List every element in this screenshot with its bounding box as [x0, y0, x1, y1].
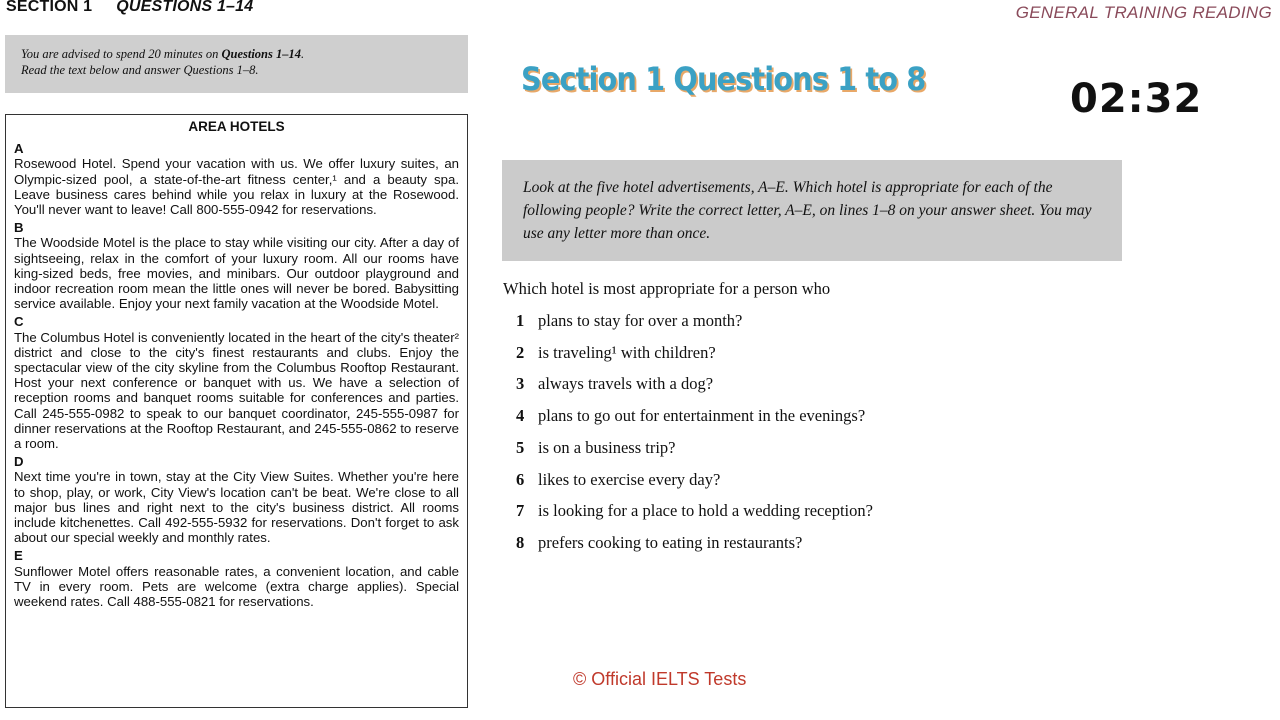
copyright: © Official IELTS Tests — [573, 669, 747, 689]
question-number: 3 — [516, 374, 525, 394]
section-label: SECTION 1 — [6, 0, 93, 15]
ad-letter: D — [14, 454, 24, 470]
hotels-title: AREA HOTELS — [188, 119, 285, 134]
hotel-ads-panel — [5, 114, 468, 708]
question-item — [516, 438, 676, 458]
advice-bold: Questions 1–14 — [221, 47, 301, 61]
brand-label: GENERAL TRAINING READING — [1015, 3, 1272, 22]
question-text: is on a business trip? — [538, 437, 676, 457]
question-item — [516, 533, 802, 553]
question-text: always travels with a dog? — [538, 374, 714, 394]
questions-range: QUESTIONS 1–14 — [116, 0, 254, 15]
question-text: plans to go out for entertainment in the evenings? — [538, 406, 866, 426]
question-item — [516, 406, 865, 426]
question-number: 2 — [516, 342, 525, 362]
question-item — [516, 343, 716, 363]
question-item — [516, 501, 873, 521]
advice-line2: Read the text below and answer Questions 1–8. — [21, 63, 259, 77]
ad-text: Rosewood Hotel. Spend your vacation with us. We offer luxury suites, an Olympic-sized pool, a state-of-the-art fitness center,¹ and a beauty spa. Leave business cares behind while you relax in luxury at the Rosewood. You'll never want to leave! Call 800-555-0942 for reservations. — [14, 156, 459, 218]
question-number: 6 — [516, 469, 525, 489]
advice-text: You are advised to spend 20 minutes on — [21, 47, 222, 61]
instructions-box: Look at the five hotel advertisements, A–E. Which hotel is appropriate for each of the following people? Write the correct letter, A–E, on lines 1–8 on your answer sheet. You may use any letter more than once. — [502, 160, 1122, 261]
question-number: 7 — [516, 501, 525, 521]
ad-letter: B — [14, 220, 24, 236]
question-text: is traveling¹ with children? — [538, 342, 716, 362]
ad-letter: E — [14, 548, 23, 564]
question-item — [516, 470, 720, 490]
question-text: prefers cooking to eating in restaurants? — [538, 532, 803, 552]
question-text: likes to exercise every day? — [538, 469, 721, 489]
advice-box — [5, 35, 468, 93]
countdown-timer: 02:32 — [1070, 76, 1203, 122]
question-number: 4 — [516, 406, 525, 426]
section-heading — [6, 0, 253, 16]
ad-text: Next time you're in town, stay at the City View Suites. Whether you're here to shop, play, or work, City View's location can't be beat. We're close to all major bus lines and right next to the city's business district. All rooms include kitchenettes. Call 492-555-5932 for reservations. Don't forget to ask about our special weekly and monthly rates. — [14, 469, 459, 546]
ad-text: Sunflower Motel offers reasonable rates, a convenient location, and cable TV in every room. Pets are welcome (extra charge applies). Special weekend rates. Call 488-555-0821 for reservations. — [14, 563, 459, 610]
question-item — [516, 311, 742, 331]
question-prompt: Which hotel is most appropriate for a person who — [503, 279, 831, 298]
ad-text: The Woodside Motel is the place to stay while visiting our city. After a day of sightseeing, relax in the comfort of your luxury room. All our rooms have king-sized beds, free movies, and minibars. Our outdoor playground and indoor recreation room mean the little ones will never be bored. Babysitting service available. Enjoy your next family vacation at the Woodside Motel. — [14, 235, 459, 312]
question-number: 8 — [516, 532, 525, 552]
ad-letter: A — [14, 141, 24, 157]
question-number: 1 — [516, 311, 525, 330]
page-title: Section 1 Questions 1 to 8 — [521, 60, 926, 98]
question-number: 5 — [516, 437, 525, 457]
advice-punct: . — [301, 47, 305, 61]
question-text: is looking for a place to hold a wedding reception? — [538, 501, 873, 521]
ad-letter: C — [14, 314, 24, 330]
ad-text: The Columbus Hotel is conveniently located in the heart of the city's theater² district and close to the city's finest restaurants and clubs. Enjoy the spectacular view of the city skyline from the Columbus Rooftop Restaurant. Host your next conference or banquet with us. We have a selection of reception rooms and banquet rooms suitable for conferences and parties. Call 245-555-0982 to speak to our banquet coordinator, 245-555-0987 for dinner reservations at the Rooftop Restaurant, and 245-555-0862 to reserve a room. — [14, 329, 459, 452]
question-text: plans to stay for over a month? — [538, 311, 743, 330]
question-item — [516, 374, 713, 394]
